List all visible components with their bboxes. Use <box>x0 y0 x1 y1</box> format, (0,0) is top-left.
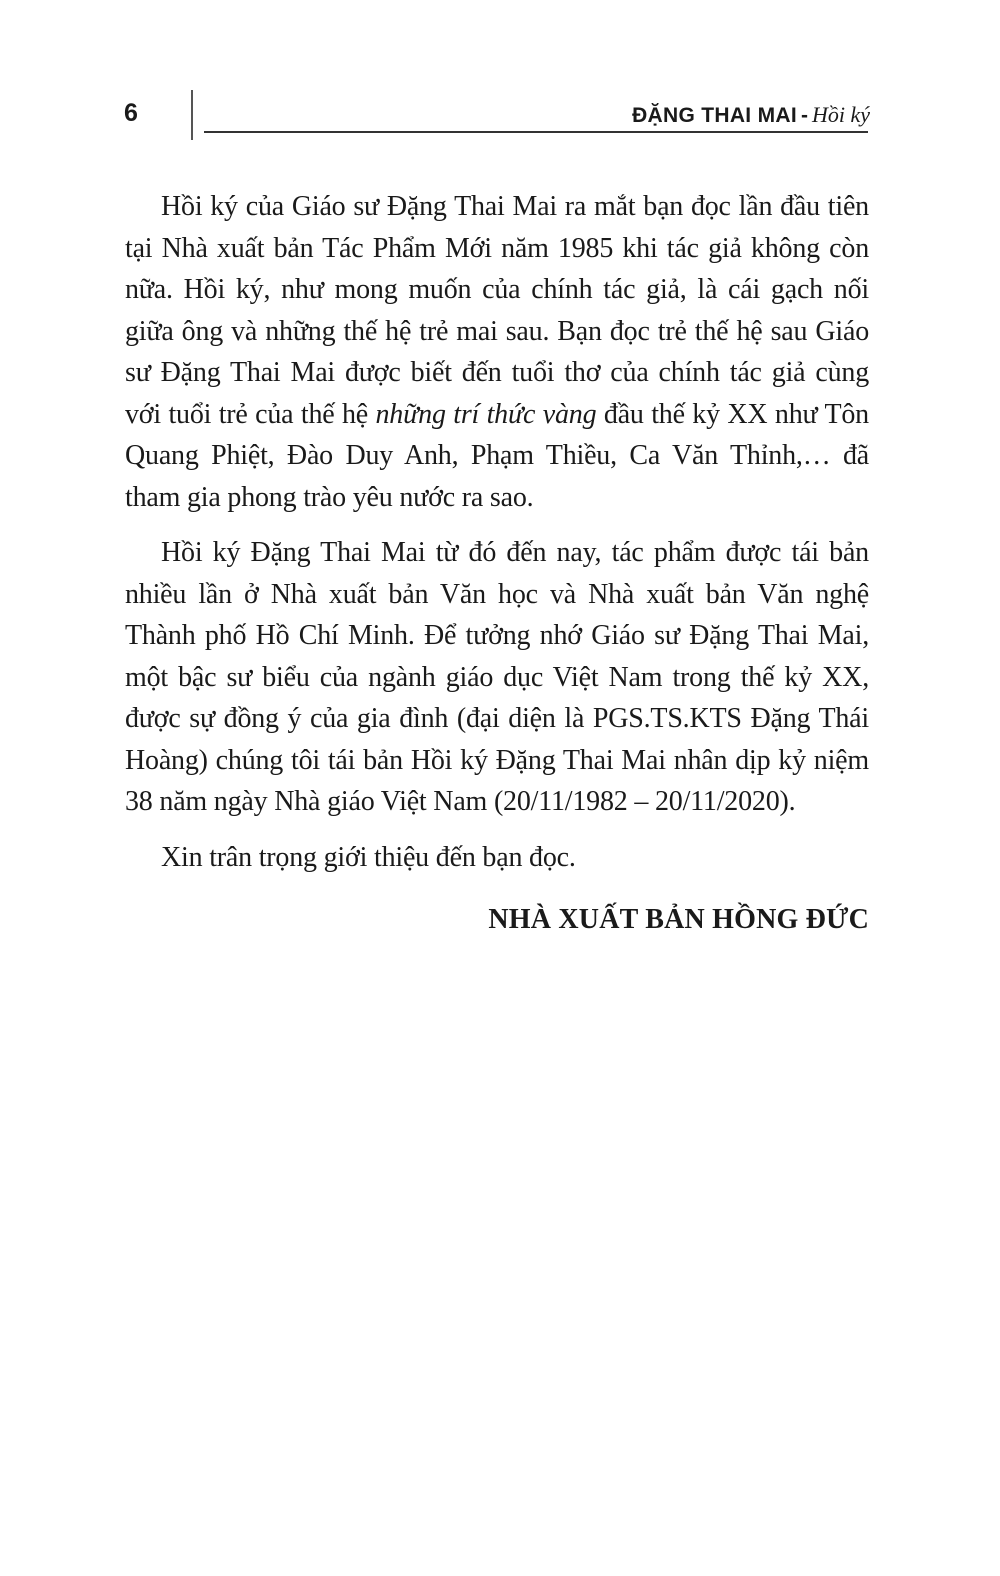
running-head-separator: - <box>800 104 808 127</box>
body-text <box>125 186 869 940</box>
running-head-author: ĐẶNG THAI MAI <box>632 104 797 127</box>
header-divider <box>191 90 193 140</box>
page-number: 6 <box>124 99 138 127</box>
running-head-subtitle: Hồi ký <box>811 102 870 127</box>
publisher-signature: NHÀ XUẤT BẢN HỒNG ĐỨC <box>488 904 869 935</box>
running-head <box>632 102 870 129</box>
paragraph-2: Hồi ký Đặng Thai Mai từ đó đến nay, tác phẩm được tái bản nhiều lần ở Nhà xuất bản Văn học và Nhà xuất bản Văn nghệ Thành phố Hồ Chí Minh. Để tưởng nhớ Giáo sư Đặng Thai Mai, một bậc sư biểu của ngành giáo dục Việt Nam trong thế kỷ XX, được sự đồng ý của gia đình (đại diện là PGS.TS.KTS Đặng Thái Hoàng) chúng tôi tái bản Hồi ký Đặng Thai Mai nhân dịp kỷ niệm 38 năm ngày Nhà giáo Việt Nam (20/11/1982 – 20/11/2020). <box>125 537 869 817</box>
paragraph-1-text-a: Hồi ký của Giáo sư Đặng Thai Mai ra mắt bạn đọc lần đầu tiên tại Nhà xuất bản Tác Phẩm Mới năm 1985 khi tác giả không còn nữa. Hồi ký, như mong muốn của chính tác giả, là cái gạch nối giữa ông và những thế hệ trẻ mai sau. Bạn đọc trẻ thế hệ sau Giáo sư Đặng Thai Mai được biết đến tuổi thơ của chính tác giả cùng với tuổi trẻ của thế hệ <box>125 191 869 430</box>
header-rule <box>204 131 868 133</box>
paragraph-3: Xin trân trọng giới thiệu đến bạn đọc. <box>161 841 576 873</box>
paragraph-1 <box>125 186 869 518</box>
paragraph-1-italic: những trí thức vàng <box>375 398 597 430</box>
paragraph-1-text-b: đầu thế kỷ XX như Tôn Quang Phiệt, Đào Duy Anh, Phạm Thiều, Ca Văn Thỉnh,… đã tham gia phong trào yêu nước ra sao. <box>125 398 869 513</box>
